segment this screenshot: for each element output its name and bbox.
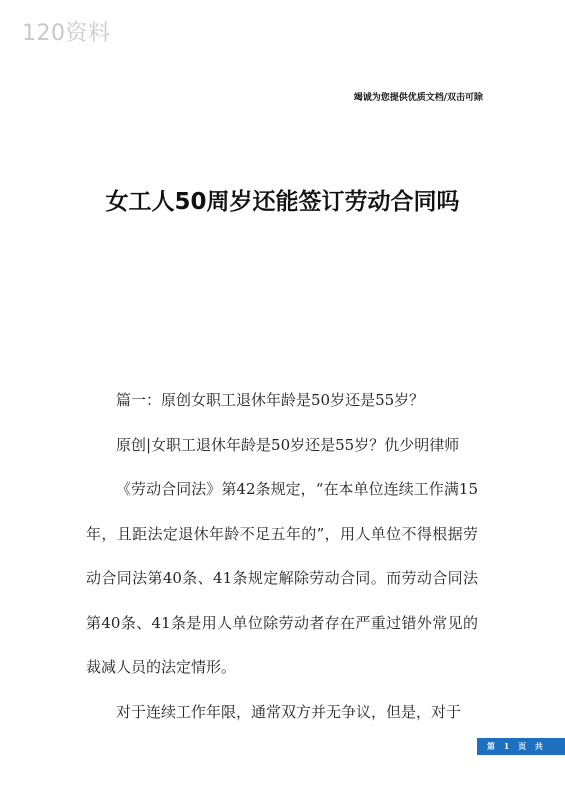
paragraph: 《劳动合同法》第42条规定，“在本单位连续工作满15年，且距法定退休年龄不足五年的”，用人单位不得根据劳动合同法第40条、41条规定解除劳动合同。而劳动合同法第40条、41条是用人单位除劳动者存在严重过错外常见的裁减人员的法定情形。 [86,480,478,676]
page-number-badge: 第 1 页 共 [477,738,565,755]
document-title: 女工人50周岁还能签订劳动合同吗 [105,189,460,215]
document-body [86,378,478,734]
header-note: 竭诚为您提供优质文档/双击可除 [353,93,483,103]
paragraph: 原创|女职工退休年龄是50岁还是55岁？仇少明律师 [116,435,460,454]
paragraph: 对于连续工作年限，通常双方并无争议，但是，对于 [116,702,462,721]
paragraph-heading: 篇一：原创女职工退休年龄是50岁还是55岁？ [116,391,425,409]
watermark-logo: 120资料 [22,21,111,46]
